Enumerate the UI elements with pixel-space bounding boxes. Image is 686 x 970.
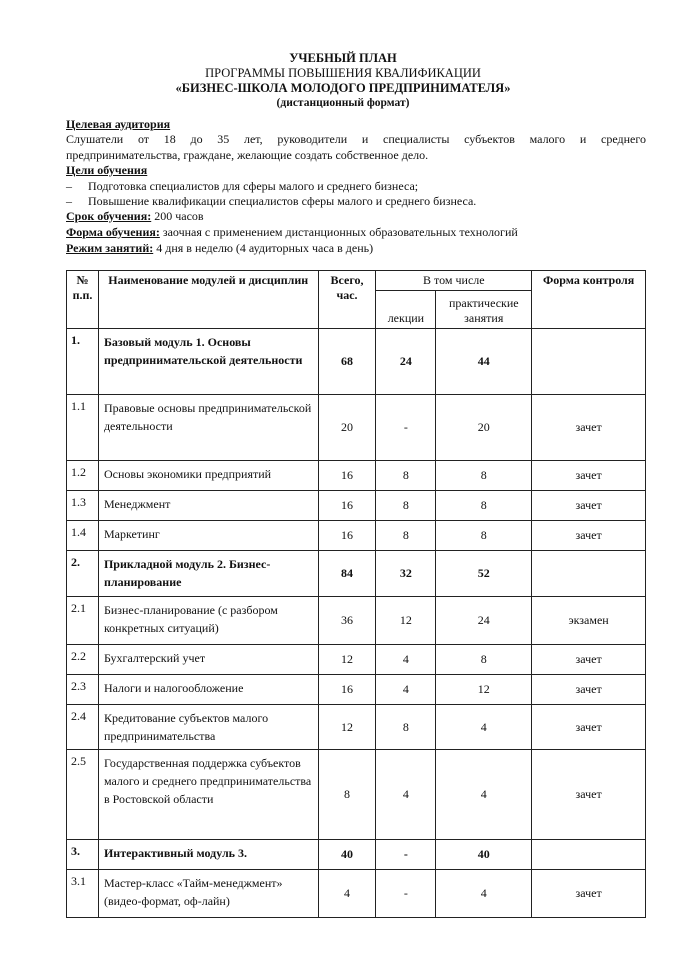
row-lecture-hours: 8 [376, 461, 436, 491]
col-header-total: Всего, час. [318, 271, 376, 329]
row-total-hours: 16 [318, 521, 376, 551]
row-number: 1.2 [67, 461, 99, 491]
form-value: заочная с применением дистанционных образовательных технологий [159, 225, 518, 239]
row-control-form: зачет [532, 870, 646, 918]
col-header-lectures: лекции [376, 291, 436, 329]
row-practice-hours: 12 [436, 675, 532, 705]
schedule-value: 4 дня в неделю (4 аудиторных часа в день) [153, 241, 374, 255]
audience-text-line2: предпринимательства, граждане, желающие создать собственное дело. [66, 148, 429, 162]
table-row [67, 870, 646, 918]
row-practice-hours: 8 [436, 461, 532, 491]
table-row [67, 461, 646, 491]
row-lecture-hours: - [376, 840, 436, 870]
schedule-line [66, 240, 646, 256]
row-practice-hours: 20 [436, 395, 532, 461]
table-row [67, 597, 646, 645]
audience-heading: Целевая аудитория [66, 117, 171, 131]
row-practice-hours: 52 [436, 551, 532, 597]
duration-line [66, 208, 646, 224]
row-control-form [532, 840, 646, 870]
row-practice-hours: 40 [436, 840, 532, 870]
row-total-hours: 68 [318, 329, 376, 395]
row-control-form: зачет [532, 461, 646, 491]
row-total-hours: 12 [318, 705, 376, 750]
goal-text: Повышение квалификации специалистов сферы малого и среднего бизнеса. [88, 194, 477, 208]
goal-text: Подготовка специалистов для сферы малого и среднего бизнеса; [88, 179, 419, 193]
row-number: 1. [67, 329, 99, 395]
table-row [67, 491, 646, 521]
row-lecture-hours: 8 [376, 491, 436, 521]
row-number: 3.1 [67, 870, 99, 918]
row-number: 1.4 [67, 521, 99, 551]
table-row [67, 395, 646, 461]
goal-item [66, 193, 477, 209]
audience-text-line1: Слушатели от 18 до 35 лет, руководители и специалисты субъектов малого и среднего [66, 132, 646, 146]
row-name: Интерактивный модуль 3. [98, 840, 318, 870]
row-control-form: зачет [532, 750, 646, 840]
row-control-form: зачет [532, 675, 646, 705]
row-practice-hours: 8 [436, 645, 532, 675]
col-header-practice: практические занятия [436, 291, 532, 329]
row-number: 1.3 [67, 491, 99, 521]
row-practice-hours: 44 [436, 329, 532, 395]
dash-marker: – [66, 179, 72, 193]
col-header-num: № п.п. [67, 271, 99, 329]
row-lecture-hours: - [376, 870, 436, 918]
row-control-form [532, 551, 646, 597]
row-lecture-hours: 24 [376, 329, 436, 395]
row-practice-hours: 4 [436, 705, 532, 750]
row-total-hours: 16 [318, 675, 376, 705]
row-name: Менеджмент [98, 491, 318, 521]
col-header-name: Наименование модулей и дисциплин [98, 271, 318, 329]
schedule-label: Режим занятий: [66, 241, 154, 255]
row-practice-hours: 8 [436, 491, 532, 521]
row-name: Прикладной модуль 2. Бизнес-планирование [98, 551, 318, 597]
row-name: Правовые основы предпринимательской деятельности [98, 395, 318, 461]
row-number: 2. [67, 551, 99, 597]
row-control-form: зачет [532, 491, 646, 521]
table-row [67, 645, 646, 675]
row-number: 2.1 [67, 597, 99, 645]
table-row [67, 521, 646, 551]
format-note: (дистанционный формат) [276, 97, 410, 109]
row-total-hours: 36 [318, 597, 376, 645]
row-total-hours: 4 [318, 870, 376, 918]
goals-heading: Цели обучения [66, 163, 148, 177]
row-number: 2.2 [67, 645, 99, 675]
row-total-hours: 16 [318, 491, 376, 521]
table-row [67, 329, 646, 395]
row-control-form: экзамен [532, 597, 646, 645]
row-practice-hours: 24 [436, 597, 532, 645]
row-name: Налоги и налогообложение [98, 675, 318, 705]
row-name: Государственная поддержка субъектов малого и среднего предпринимательства в Ростовской области [98, 750, 318, 840]
table-row [67, 705, 646, 750]
row-practice-hours: 4 [436, 870, 532, 918]
table-body [67, 329, 646, 918]
table-row [67, 675, 646, 705]
dash-marker: – [66, 194, 72, 208]
col-header-control: Форма контроля [532, 271, 646, 329]
row-number: 1.1 [67, 395, 99, 461]
doc-subtitle: ПРОГРАММЫ ПОВЫШЕНИЯ КВАЛИФИКАЦИИ [205, 66, 481, 80]
row-lecture-hours: 8 [376, 705, 436, 750]
row-name: Мастер-класс «Тайм-менеджмент» (видео-формат, оф-лайн) [98, 870, 318, 918]
row-total-hours: 16 [318, 461, 376, 491]
form-line [66, 224, 646, 240]
row-practice-hours: 4 [436, 750, 532, 840]
row-control-form [532, 329, 646, 395]
row-name: Кредитование субъектов малого предпринимательства [98, 705, 318, 750]
row-name: Основы экономики предприятий [98, 461, 318, 491]
row-control-form: зачет [532, 395, 646, 461]
duration-value: 200 часов [151, 209, 204, 223]
row-number: 2.3 [67, 675, 99, 705]
row-total-hours: 12 [318, 645, 376, 675]
row-name: Бухгалтерский учет [98, 645, 318, 675]
row-lecture-hours: 4 [376, 645, 436, 675]
row-lecture-hours: - [376, 395, 436, 461]
row-total-hours: 8 [318, 750, 376, 840]
row-control-form: зачет [532, 705, 646, 750]
goal-item [66, 178, 419, 194]
row-lecture-hours: 8 [376, 521, 436, 551]
table-row [67, 750, 646, 840]
table-row [67, 840, 646, 870]
row-total-hours: 20 [318, 395, 376, 461]
row-control-form: зачет [532, 521, 646, 551]
program-name: «БИЗНЕС-ШКОЛА МОЛОДОГО ПРЕДПРИНИМАТЕЛЯ» [175, 81, 511, 95]
row-lecture-hours: 32 [376, 551, 436, 597]
row-lecture-hours: 12 [376, 597, 436, 645]
doc-title: УЧЕБНЫЙ ПЛАН [289, 51, 397, 65]
row-practice-hours: 8 [436, 521, 532, 551]
row-lecture-hours: 4 [376, 750, 436, 840]
duration-label: Срок обучения: [66, 209, 152, 223]
curriculum-table [66, 270, 646, 918]
row-total-hours: 84 [318, 551, 376, 597]
row-total-hours: 40 [318, 840, 376, 870]
row-number: 2.5 [67, 750, 99, 840]
row-name: Бизнес-планирование (с разбором конкретных ситуаций) [98, 597, 318, 645]
table-row [67, 551, 646, 597]
col-header-including: В том числе [376, 271, 532, 291]
row-number: 2.4 [67, 705, 99, 750]
form-label: Форма обучения: [66, 225, 160, 239]
row-number: 3. [67, 840, 99, 870]
row-control-form: зачет [532, 645, 646, 675]
row-name: Базовый модуль 1. Основы предпринимательской деятельности [98, 329, 318, 395]
row-name: Маркетинг [98, 521, 318, 551]
row-lecture-hours: 4 [376, 675, 436, 705]
